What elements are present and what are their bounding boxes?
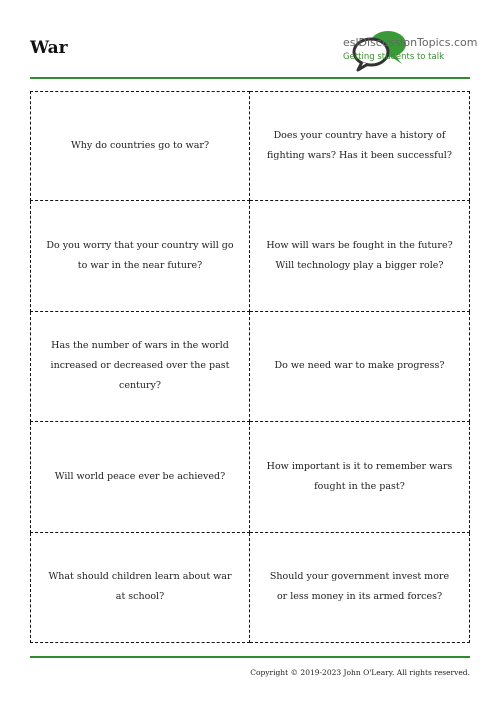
question-text: Do we need war to make progress? xyxy=(274,360,445,372)
question-text: Does your country have a history of fighting wars? Has it been successful? xyxy=(267,130,452,162)
question-text: Do you worry that your country will go to war in the near future? xyxy=(46,240,234,272)
logo-site-name: eslDiscussionTopics.com xyxy=(343,36,478,49)
question-text: Will world peace ever be achieved? xyxy=(54,470,226,482)
question-text: Should your government invest more or less money in its armed forces? xyxy=(269,571,450,603)
speech-bubbles-logo-icon xyxy=(280,28,480,72)
question-card xyxy=(250,533,470,643)
question-text: What should children learn about war at school? xyxy=(48,571,232,603)
question-card-grid xyxy=(30,91,470,643)
footer-divider xyxy=(30,656,470,658)
copyright-notice: Copyright © 2019-2023 John O'Leary. All rights reserved. xyxy=(250,668,470,677)
question-card xyxy=(250,422,470,532)
question-card xyxy=(30,422,250,532)
question-card xyxy=(250,201,470,311)
page-title: War xyxy=(30,38,68,58)
question-card xyxy=(30,533,250,643)
question-text: Why do countries go to war? xyxy=(70,140,210,152)
question-card xyxy=(30,312,250,422)
logo-tagline: Getting students to talk xyxy=(343,52,445,62)
question-card xyxy=(30,201,250,311)
question-text: Has the number of wars in the world increased or decreased over the past century? xyxy=(50,340,230,392)
question-text: How important is it to remember wars fought in the past? xyxy=(266,460,453,492)
header-divider xyxy=(30,77,470,79)
question-card xyxy=(250,91,470,201)
question-card xyxy=(250,312,470,422)
question-card xyxy=(30,91,250,201)
question-text: How will wars be fought in the future? Will technology play a bigger role? xyxy=(266,240,453,272)
